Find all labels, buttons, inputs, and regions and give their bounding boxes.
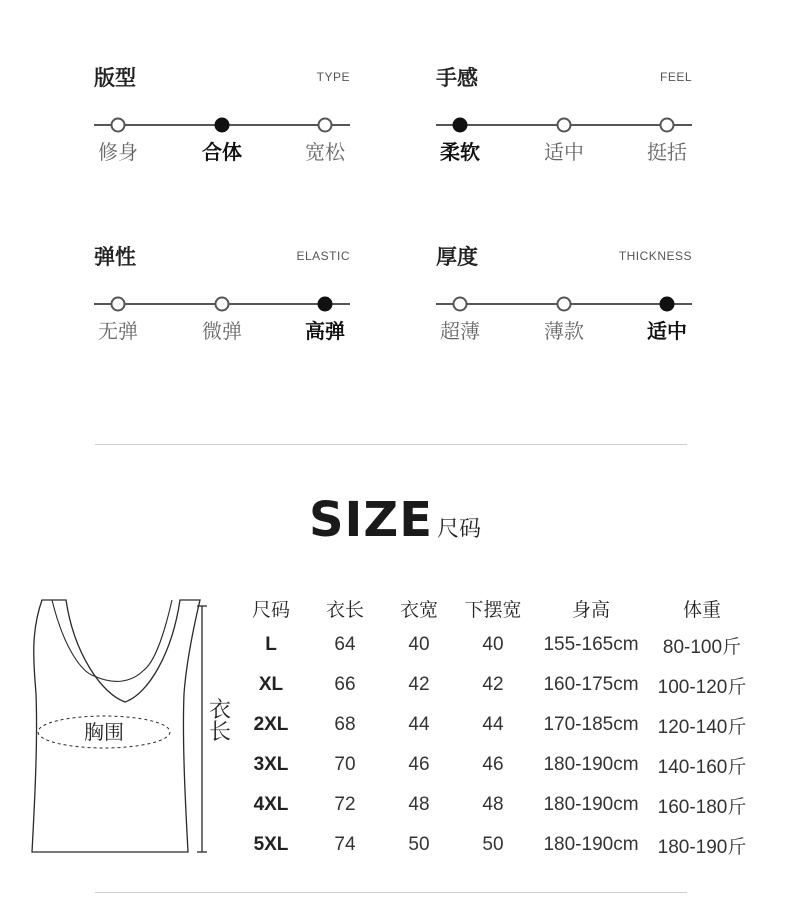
cell-height: 180-190cm (543, 754, 639, 775)
garment-back-neck (52, 600, 172, 681)
scale-dot (558, 298, 571, 311)
cell-width: 48 (408, 794, 430, 815)
cell-hem-width: 46 (482, 754, 504, 775)
scale-line (436, 114, 692, 138)
size-heading (0, 492, 790, 548)
cell-hem-width: 44 (482, 714, 504, 735)
cell-size: 4XL (253, 794, 289, 815)
option-label-selected: 高弹 (305, 319, 345, 343)
option-label: 适中 (544, 140, 584, 164)
cell-width: 44 (408, 714, 430, 735)
option-label: 薄款 (544, 319, 584, 343)
cell-size: 3XL (253, 754, 289, 775)
cell-weight: 80-100斤 (662, 636, 742, 658)
table-row (234, 705, 752, 745)
attr-feel (436, 62, 692, 182)
size-subtitle: 尺码 (437, 517, 482, 542)
cell-height: 160-175cm (543, 674, 639, 695)
scale-line (436, 293, 692, 317)
scale-dot (454, 298, 467, 311)
scale-line (94, 293, 350, 317)
cell-height: 180-190cm (543, 834, 639, 855)
option-label: 修身 (98, 140, 138, 164)
chest-label: 胸围 (84, 720, 124, 744)
cell-length: 70 (334, 754, 356, 775)
attr-elastic (94, 241, 350, 361)
cell-length: 68 (334, 714, 356, 735)
scale-dot (216, 298, 229, 311)
header-height: 身高 (571, 598, 610, 621)
tank-top-diagram (22, 594, 212, 864)
cell-height: 155-165cm (543, 634, 639, 655)
option-label: 超薄 (440, 319, 480, 343)
table-row (234, 665, 752, 705)
option-label: 宽松 (305, 140, 345, 164)
cell-weight: 140-160斤 (657, 756, 747, 778)
cell-length: 64 (334, 634, 356, 655)
cell-size: 2XL (253, 714, 289, 735)
header-width: 衣宽 (399, 598, 438, 621)
attr-subtitle-en: THICKNESS (618, 249, 692, 263)
divider-bottom (95, 892, 687, 893)
attr-subtitle-en: FEEL (659, 70, 692, 84)
header-length: 衣长 (325, 598, 364, 621)
table-row (234, 625, 752, 665)
header-size: 尺码 (251, 598, 290, 621)
header-weight: 体重 (682, 598, 721, 621)
cell-width: 42 (408, 674, 430, 695)
divider-top (95, 444, 687, 445)
table-row (234, 745, 752, 785)
attr-thickness (436, 241, 692, 361)
scale-dot (319, 298, 332, 311)
size-table (234, 591, 752, 865)
cell-width: 40 (408, 634, 430, 655)
option-label: 无弹 (98, 319, 138, 343)
attr-title: 手感 (436, 66, 478, 90)
length-label: 衣长 (208, 698, 231, 745)
table-header-row (234, 591, 752, 625)
option-label: 挺括 (647, 140, 687, 164)
option-label-selected: 适中 (647, 319, 687, 343)
cell-weight: 120-140斤 (657, 716, 747, 738)
cell-size: XL (258, 674, 284, 695)
cell-hem-width: 50 (482, 834, 504, 855)
cell-length: 66 (334, 674, 356, 695)
cell-hem-width: 42 (482, 674, 504, 695)
scale-dot (558, 119, 571, 132)
scale-dot (454, 119, 467, 132)
cell-width: 46 (408, 754, 430, 775)
attr-title: 版型 (94, 66, 136, 90)
option-label-selected: 合体 (202, 140, 242, 164)
option-label-selected: 柔软 (440, 140, 480, 164)
cell-hem-width: 48 (482, 794, 504, 815)
cell-height: 180-190cm (543, 794, 639, 815)
cell-hem-width: 40 (482, 634, 504, 655)
attr-subtitle-en: ELASTIC (296, 249, 350, 263)
attr-title: 弹性 (94, 245, 136, 269)
cell-length: 74 (334, 834, 356, 855)
header-hem-width: 下摆宽 (464, 598, 522, 621)
table-row (234, 825, 752, 865)
scale-dot (112, 298, 125, 311)
cell-length: 72 (334, 794, 356, 815)
cell-height: 170-185cm (543, 714, 639, 735)
scale-line (94, 114, 350, 138)
cell-weight: 100-120斤 (657, 676, 747, 698)
scale-dot (661, 119, 674, 132)
attr-title: 厚度 (436, 245, 478, 269)
cell-size: L (265, 634, 277, 655)
cell-size: 5XL (253, 834, 289, 855)
size-title: SIZE (308, 492, 433, 548)
scale-dot (216, 119, 229, 132)
scale-dot (661, 298, 674, 311)
table-row (234, 785, 752, 825)
scale-dot (112, 119, 125, 132)
cell-weight: 160-180斤 (657, 796, 747, 818)
option-label: 微弹 (202, 319, 242, 343)
cell-weight: 180-190斤 (657, 836, 747, 858)
attr-subtitle-en: TYPE (316, 70, 350, 84)
scale-dot (319, 119, 332, 132)
attr-type (94, 62, 350, 182)
cell-width: 50 (408, 834, 430, 855)
